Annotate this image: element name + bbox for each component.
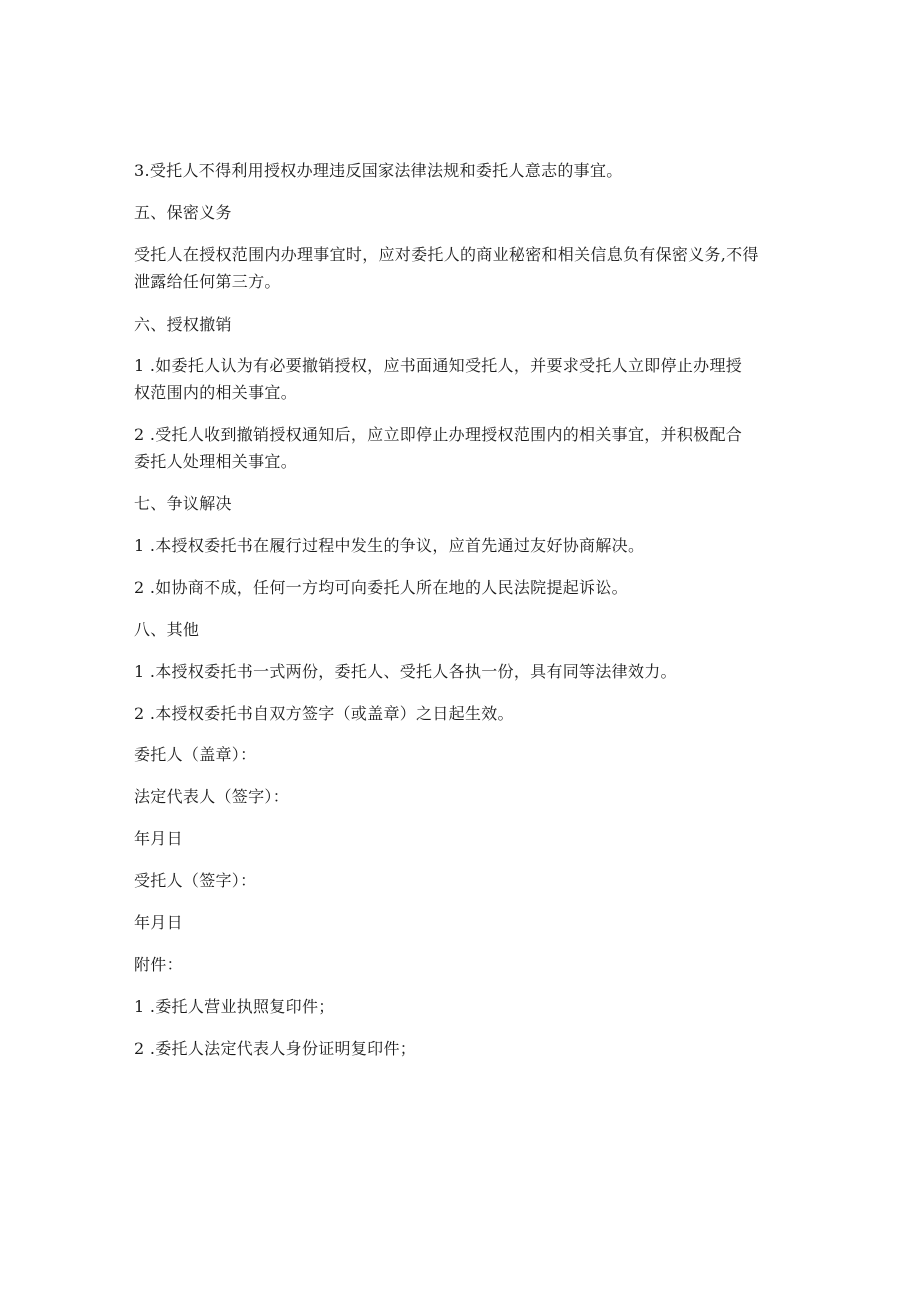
- section-6-item-2-line-1: 2 .受托人收到撤销授权通知后，应立即停止办理授权范围内的相关事宜，并积极配合: [134, 425, 743, 444]
- legal-representative-signature-label: 法定代表人（签字）：: [134, 787, 290, 806]
- principal-date-label: 年月日: [134, 829, 183, 848]
- section-8-heading: 八、其他: [134, 620, 200, 639]
- section-6-heading: 六、授权撤销: [134, 315, 232, 334]
- section-7-item-1: 1 .本授权委托书在履行过程中发生的争议，应首先通过友好协商解决。: [134, 536, 645, 555]
- section-5-paragraph-line-2: 泄露给任何第三方。: [134, 272, 281, 291]
- section-5-paragraph-line-1: 受托人在授权范围内办理事宜时，应对委托人的商业秘密和相关信息负有保密义务,不得: [134, 245, 759, 264]
- section-8-item-2: 2 .本授权委托书自双方签字（或盖章）之日起生效。: [134, 704, 514, 723]
- agent-date-label: 年月日: [134, 913, 183, 932]
- section-6-item-2-line-2: 委托人处理相关事宜。: [134, 452, 298, 471]
- section-7-item-2: 2 .如协商不成，任何一方均可向委托人所在地的人民法院提起诉讼。: [134, 578, 628, 597]
- attachment-item-1: 1 .委托人营业执照复印件；: [134, 997, 335, 1016]
- section-6-item-1-line-2: 权范围内的相关事宜。: [134, 383, 298, 402]
- section-5-heading: 五、保密义务: [134, 203, 232, 222]
- section-8-item-1: 1 .本授权委托书一式两份，委托人、受托人各执一份，具有同等法律效力。: [134, 662, 677, 681]
- attachments-heading: 附件：: [134, 955, 183, 974]
- principal-seal-label: 委托人（盖章）：: [134, 745, 257, 764]
- section-6-item-1-line-1: 1 .如委托人认为有必要撤销授权，应书面通知受托人，并要求受托人立即停止办理授: [134, 356, 743, 375]
- section-7-heading: 七、争议解决: [134, 494, 232, 513]
- attachment-item-2: 2 .委托人法定代表人身份证明复印件；: [134, 1039, 417, 1058]
- agent-signature-label: 受托人（签字）：: [134, 871, 257, 890]
- clause-4-item-3: 3.受托人不得利用授权办理违反国家法律法规和委托人意志的事宜。: [134, 161, 623, 180]
